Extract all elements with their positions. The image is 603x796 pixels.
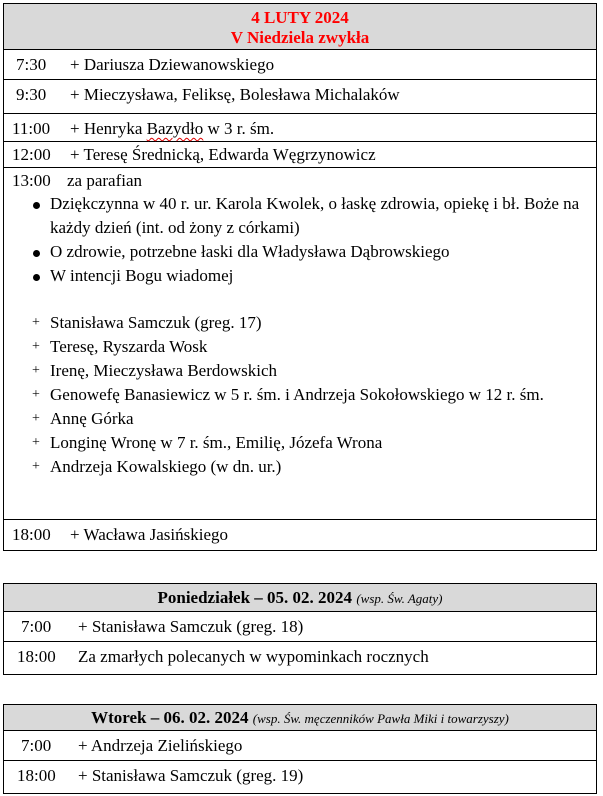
list-item: W intencji Bogu wiadomej bbox=[4, 264, 582, 288]
list-item: + Annę Górka bbox=[4, 407, 582, 431]
bullet-icon bbox=[33, 202, 40, 209]
mass-time: 7:00 bbox=[21, 617, 52, 636]
bullet-icon bbox=[33, 250, 40, 257]
tuesday-header bbox=[4, 705, 596, 731]
tuesday-schedule bbox=[3, 704, 597, 794]
day-note: (wsp. Św. męczenników Pawła Miki i towarzyszy) bbox=[252, 711, 509, 726]
mass-intention: + Dariusza Dziewanowskiego bbox=[70, 55, 275, 74]
list-item: + Irenę, Mieczysława Berdowskich bbox=[4, 359, 582, 383]
bullet-icon bbox=[33, 274, 40, 281]
plus-icon: + bbox=[32, 459, 40, 474]
mass-intention: + Stanisława Samczuk (greg. 18) bbox=[78, 617, 304, 636]
sunday-name: V Niedziela zwykła bbox=[230, 28, 370, 47]
mass-intention: + Mieczysława, Feliksę, Bolesława Michalaków bbox=[70, 85, 400, 104]
mass-row bbox=[4, 761, 596, 793]
mass-row bbox=[4, 642, 596, 674]
mass-row bbox=[4, 114, 596, 142]
sunday-date: 4 LUTY 2024 bbox=[251, 8, 349, 27]
intention-bullet-list bbox=[4, 192, 596, 288]
mass-time: 18:00 bbox=[12, 525, 51, 544]
deceased-list bbox=[4, 311, 596, 479]
mass-row bbox=[4, 80, 596, 114]
mass-time: 12:00 bbox=[12, 145, 51, 164]
list-item: + Longinę Wronę w 7 r. śm., Emilię, Józefa Wrona bbox=[4, 431, 582, 455]
mass-time: 7:30 bbox=[16, 55, 47, 74]
sunday-header bbox=[4, 4, 596, 50]
list-item: O zdrowie, potrzebne łaski dla Władysława Dąbrowskiego bbox=[4, 240, 582, 264]
collective-mass-row bbox=[4, 168, 596, 520]
plus-icon: + bbox=[32, 435, 40, 450]
mass-row bbox=[4, 731, 596, 761]
mass-intention: Za zmarłych polecanych w wypominkach rocznych bbox=[78, 647, 429, 666]
collective-label: za parafian bbox=[66, 171, 143, 190]
day-title: Wtorek – 06. 02. 2024 bbox=[91, 708, 249, 727]
mass-intention: + Wacława Jasińskiego bbox=[70, 525, 229, 544]
mass-row bbox=[4, 612, 596, 642]
mass-row bbox=[4, 520, 596, 550]
plus-icon: + bbox=[32, 339, 40, 354]
mass-intention: + Stanisława Samczuk (greg. 19) bbox=[78, 766, 304, 785]
mass-row bbox=[4, 50, 596, 80]
mass-time: 11:00 bbox=[12, 119, 51, 138]
list-item: + Andrzeja Kowalskiego (w dn. ur.) bbox=[4, 455, 582, 479]
mass-time: 13:00 bbox=[12, 171, 51, 190]
monday-header bbox=[4, 584, 596, 612]
day-title: Poniedziałek – 05. 02. 2024 bbox=[157, 588, 353, 607]
sunday-schedule bbox=[3, 3, 597, 551]
list-item: + Genowefę Banasiewicz w 5 r. śm. i Andrzeja Sokołowskiego w 12 r. śm. bbox=[4, 383, 582, 407]
mass-intention: + Andrzeja Zielińskiego bbox=[78, 736, 243, 755]
mass-intention: + Teresę Średnicką, Edwarda Węgrzynowicz bbox=[70, 145, 376, 164]
day-note: (wsp. Św. Agaty) bbox=[356, 591, 443, 606]
monday-schedule bbox=[3, 583, 597, 675]
list-item: + Teresę, Ryszarda Wosk bbox=[4, 335, 582, 359]
mass-time: 7:00 bbox=[21, 736, 52, 755]
plus-icon: + bbox=[32, 315, 40, 330]
mass-time: 18:00 bbox=[17, 647, 56, 666]
mass-row bbox=[4, 142, 596, 168]
mass-intention: + Henryka Bazydło w 3 r. śm. bbox=[70, 119, 275, 138]
list-item: Dziękczynna w 40 r. ur. Karola Kwolek, o łaskę zdrowia, opiekę i bł. Boże na każdy dzień (int. od żony z córkami) bbox=[4, 192, 582, 240]
plus-icon: + bbox=[32, 363, 40, 378]
mass-time: 9:30 bbox=[16, 85, 47, 104]
plus-icon: + bbox=[32, 387, 40, 402]
list-item: + Stanisława Samczuk (greg. 17) bbox=[4, 311, 582, 335]
mass-time: 18:00 bbox=[17, 766, 56, 785]
plus-icon: + bbox=[32, 411, 40, 426]
